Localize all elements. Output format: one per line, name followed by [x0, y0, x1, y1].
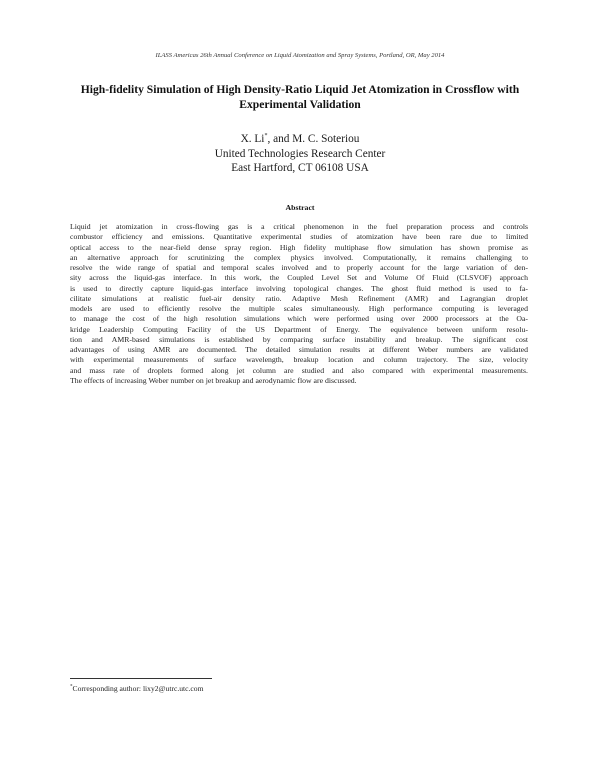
author-names	[100, 132, 500, 147]
abstract-line: to manage the cost of the high resolution simulations which were performed using over 2000 processors at the Oa-	[70, 314, 528, 324]
abstract-line: kridge Leadership Computing Facility of the US Department of Energy. The equivalence between uniform resolu-	[70, 324, 528, 334]
address: East Hartford, CT 06108 USA	[231, 162, 369, 175]
title-line-2: Experimental Validation	[239, 97, 361, 111]
abstract-line: is used to directly capture liquid-gas interface involving topological changes. The ghost fluid method is used to fa-	[70, 283, 528, 293]
abstract-line: an alternative approach for scrutinizing the complex physics involved. Computationally, it remains challenging to	[70, 252, 528, 262]
first-author: X. Li	[240, 133, 265, 145]
abstract-body	[70, 222, 528, 386]
footnote	[70, 684, 470, 693]
abstract-line: The effects of increasing Weber number on jet breakup and aerodynamic flow are discussed.	[70, 375, 357, 385]
other-authors: , and M. C. Soteriou	[267, 133, 360, 145]
abstract-heading: Abstract	[285, 203, 315, 212]
abstract-line: sity across the liquid-gas interface. In this work, the Coupled Level Set and Volume Of Fluid (CLSVOF) approach	[70, 273, 528, 283]
footnote-mark: *	[70, 684, 73, 690]
paper-title	[60, 83, 540, 112]
footnote-text: Corresponding author: lixy2@utrc.utc.com	[72, 684, 204, 693]
footnote-divider	[70, 678, 212, 679]
abstract-line: models are used to efficiently resolve the multiple scales simultaneously. High performance computing is leveraged	[70, 304, 528, 313]
abstract-line: combustor efficiency and emissions. Quantitative experimental studies of atomization have been rare due to limited	[70, 232, 528, 242]
abstract-line: resolve the wide range of spatial and temporal scales involved and to properly account for the large variation of den-	[70, 263, 528, 272]
abstract-line: and mass rate of droplets formed along jet column are studied and also compared with experimental measurements.	[70, 365, 528, 375]
title-line-1: High-fidelity Simulation of High Density-Ratio Liquid Jet Atomization in Crossflow with	[80, 83, 520, 96]
author-block	[100, 132, 500, 176]
abstract-line: cilitate simulations at realistic fuel-air density ratio. Adaptive Mesh Refinement (AMR) and Lagrangian droplet	[70, 293, 528, 303]
corresponding-mark: *	[264, 133, 268, 140]
affiliation: United Technologies Research Center	[214, 147, 386, 160]
abstract-line: optical access to the near-field dense spray region. High fidelity multiphase flow simulation has shown promise as	[70, 242, 528, 252]
abstract-line: advantages of using AMR are documented. The detailed simulation results at different Weber numbers are validated	[70, 345, 528, 354]
abstract-line: tion and AMR-based simulations is established by comparing surface instability and breakup. The significant cost	[70, 334, 528, 344]
running-header: ILASS Americas 26th Annual Conference on Liquid Atomization and Spray Systems, Portland, OR, May 2014	[155, 52, 445, 59]
abstract-line: Liquid jet atomization in cross-flowing gas is a critical phenomenon in the fuel preparation process and controls	[70, 222, 528, 231]
abstract-line: with experimental measurements of surface wavelength, breakup location and column trajectory. The size, velocity	[70, 355, 528, 365]
